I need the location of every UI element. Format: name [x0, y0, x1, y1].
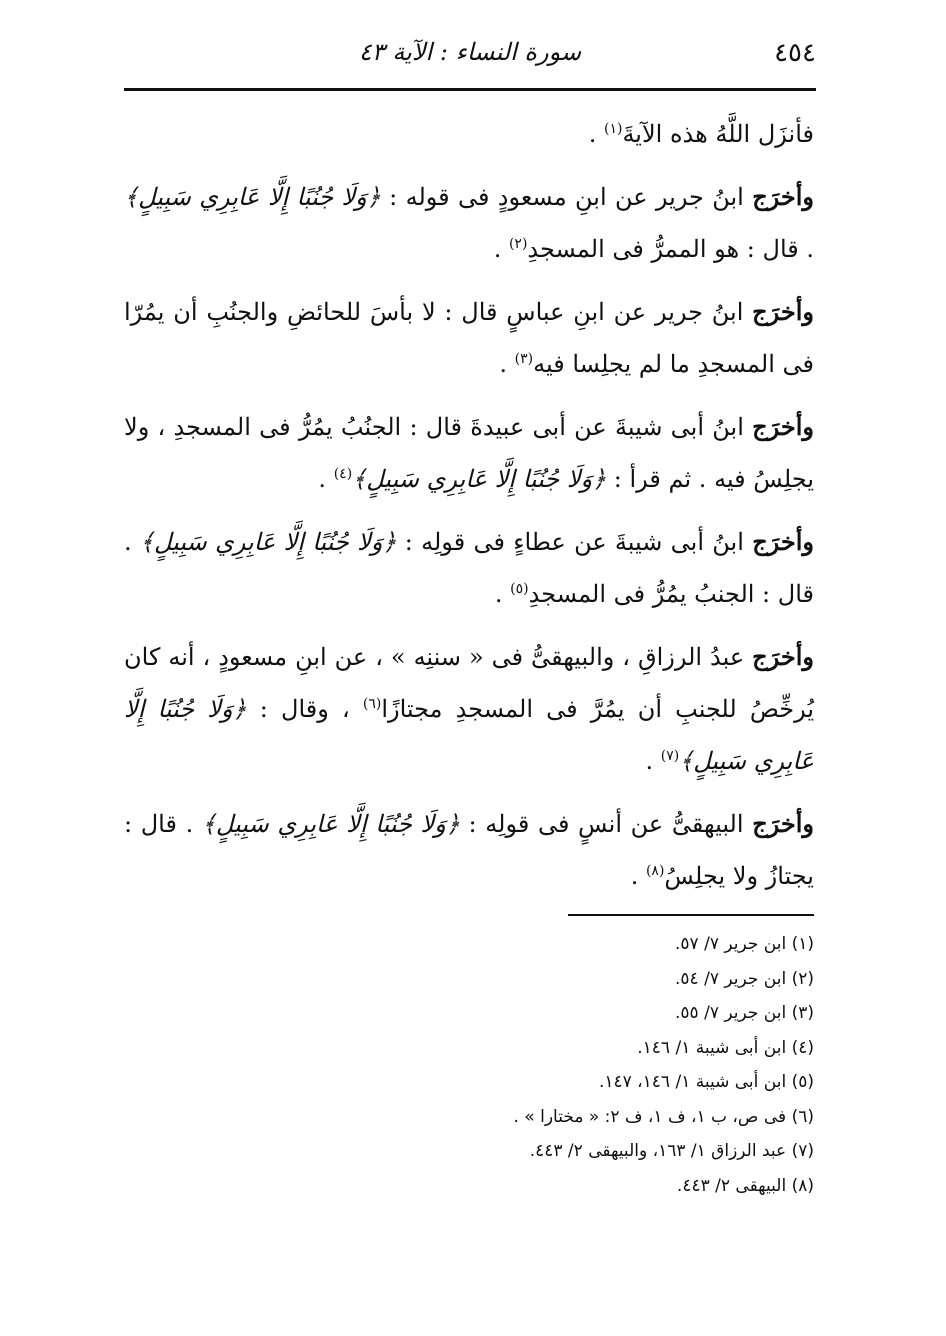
footnote-ref: (١): [603, 121, 623, 137]
footnote-ref: (٥): [510, 581, 529, 597]
footnotes: [124, 927, 814, 1203]
running-title: سورة النساء : الآية ٤٣: [358, 38, 582, 66]
paragraph-text-2: . قال : الجنبُ يمُرُّ فى المسجدِ: [124, 528, 814, 608]
quran-quote: ﴿وَلَا جُنُبًا إِلَّا عَابِرِي سَبِيلٍ﴾: [201, 810, 460, 838]
main-text: [124, 108, 814, 913]
paragraph-7: [124, 798, 814, 902]
paragraph-lead: وأخرَج: [752, 642, 814, 671]
paragraph-text-2: ، وقال :: [246, 695, 363, 723]
paragraph-2: [124, 171, 814, 275]
footnote-4: (٤) ابن أبى شيبة ١/ ١٤٦.: [637, 1037, 814, 1058]
paragraph-text: ابنُ جرير عن ابنِ عباسٍ قال : لا بأسَ للحائضِ والجنُبِ أن يمُرّا فى المسجدِ ما لم يجلِسا فيه: [124, 298, 814, 378]
quran-quote: ﴿وَلَا جُنُبًا إِلَّا عَابِرِي سَبِيلٍ﴾: [352, 465, 607, 493]
paragraph-lead: وأخرَج: [752, 809, 815, 838]
paragraph-text: ابنُ أبى شيبةَ عن عطاءٍ فى قولِه :: [396, 528, 753, 556]
paragraph-1: [124, 108, 814, 160]
paragraph-text: البيهقىُّ عن أنسٍ فى قولِه :: [459, 810, 753, 838]
paragraph-6: [124, 631, 814, 787]
footnote-7: (٧) عبد الرزاق ١/ ١٦٣، والبيهقى ٢/ ٤٤٣.: [529, 1141, 814, 1161]
footnote-ref: (٣): [514, 351, 534, 367]
paragraph-text: عبدُ الرزاقِ ، والبيهقىُّ فى « سننِه » ، عن ابنِ مسعودٍ ، أنه كان يُرخِّصُ للجنبِ أن يمُرَّ فى المسجدِ مجتازًا: [124, 643, 814, 723]
paragraph-lead: وأخرَج: [752, 527, 815, 556]
paragraph-end: .: [630, 862, 646, 890]
paragraph-text: فأنزَل اللَّهُ هذه الآيةَ: [622, 120, 814, 148]
paragraph-lead: وأخرَج: [752, 412, 814, 441]
footnote-ref-2: (٧): [660, 748, 680, 764]
quran-quote: ﴿وَلَا جُنُبًا إِلَّا عَابِرِي سَبِيلٍ﴾: [124, 695, 814, 775]
paragraph-end: .: [499, 350, 515, 378]
header-rule: [124, 88, 816, 91]
footnote-ref: (٨): [645, 863, 665, 879]
paragraph-end: .: [494, 580, 511, 608]
footnote-ref: (٦): [362, 696, 382, 712]
page-header: [124, 28, 816, 88]
paragraph-text: ابنُ أبى شيبةَ عن أبى عبيدةَ قال : الجنُبُ يمُرُّ فى المسجدِ ، ولا يجلِسُ فيه . ثم قرأ :: [124, 413, 814, 493]
paragraph-lead: وأخرَج: [752, 182, 815, 211]
footnote-ref: (٤): [333, 466, 353, 482]
footnote-2: (٢) ابن جرير ٧/ ٥٤.: [675, 968, 814, 989]
footnote-6: (٦) فى ص، ب ١، ف ١، ف ٢: « مختارا » .: [513, 1106, 814, 1127]
page-number: ٤٥٤: [774, 38, 816, 68]
paragraph-end: .: [588, 120, 604, 148]
paragraph-4: [124, 401, 814, 505]
paragraph-end: .: [318, 465, 334, 493]
footnote-1: (١) ابن جرير ٧/ ٥٧.: [675, 934, 814, 954]
quran-quote: ﴿وَلَا جُنُبًا إِلَّا عَابِرِي سَبِيلٍ﴾: [139, 528, 397, 556]
footnote-5: (٥) ابن أبى شيبة ١/ ١٤٦، ١٤٧.: [598, 1072, 814, 1092]
paragraph-5: [124, 516, 814, 620]
footnote-rule: [568, 914, 814, 916]
footnote-3: (٣) ابن جرير ٧/ ٥٥.: [675, 1003, 814, 1023]
paragraph-text-2: . قال : هو الممرُّ فى المسجدِ: [527, 235, 814, 263]
footnote-8: (٨) البيهقى ٢/ ٤٤٣.: [676, 1175, 814, 1196]
quran-quote: ﴿وَلَا جُنُبًا إِلَّا عَابِرِي سَبِيلٍ﴾: [124, 183, 381, 211]
footnote-ref: (٢): [508, 236, 528, 252]
paragraph-end: .: [645, 747, 661, 775]
paragraph-end: .: [493, 235, 509, 263]
paragraph-text: ابنُ جرير عن ابنِ مسعودٍ فى قوله :: [380, 183, 753, 211]
paragraph-text-2: . قال : يجتازُ ولا يجلِسُ: [124, 810, 814, 890]
paragraph-lead: وأخرَج: [752, 297, 814, 326]
paragraph-3: [124, 286, 814, 390]
